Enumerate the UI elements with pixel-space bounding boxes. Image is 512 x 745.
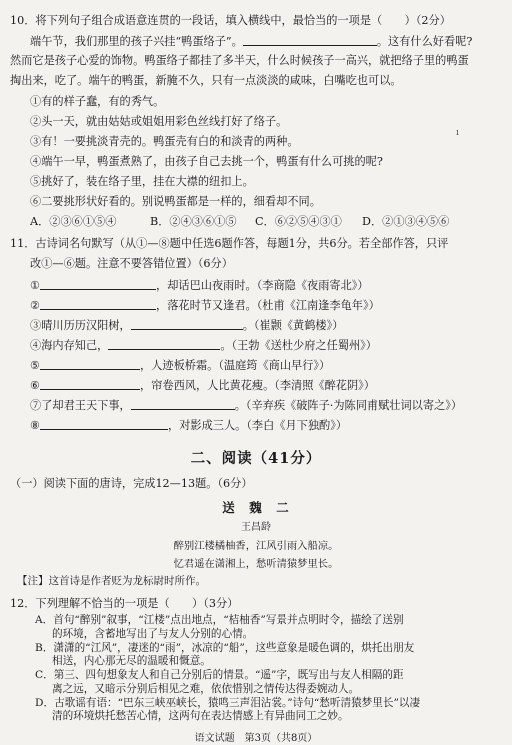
q10-choice-a: A．②③⑥①⑤④ <box>30 215 117 228</box>
poem-author: 王昌龄 <box>241 522 271 533</box>
q10-option-3: ③有！一要挑淡青壳的。鸭蛋壳有白的和淡青的两种。 <box>30 135 299 148</box>
q12-option-c-cont: 离之远，又暗示分别后相见之难，依依惜别之情传达得委婉动人。 <box>52 682 360 695</box>
q11-stem: 11．古诗词名句默写（从①—⑧题中任选6题作答，每题1分，共6分。若全部作答，只评 <box>10 237 449 250</box>
poem-line-1: 醉别江楼橘柚香，江风引雨入船凉。 <box>173 540 339 552</box>
answer-blank[interactable] <box>40 278 156 290</box>
answer-blank[interactable] <box>108 338 220 350</box>
q12-option-a: A．首句“醉别”叙事，“江楼”点出地点，“桔柚香”写景并点明时令，描绘了送别 <box>35 614 404 626</box>
q12-option-a-cont: 的环境，含蓄地写出了与友人分别的心情。 <box>52 627 254 640</box>
q10-choice-d: D．②①③④⑤⑥ <box>362 215 450 228</box>
q10-para-3: 掏出来，吃了。端午的鸭蛋，新腌不久，只有一点淡淡的咸味，白嘴吃也可以。 <box>10 74 402 87</box>
page-footer: 语文试题 第3页（共8页） <box>194 733 318 744</box>
answer-blank[interactable] <box>40 378 140 390</box>
q10-stem: 10．将下列句子组合成语意连贯的一段话，填入横线中，最恰当的一项是（ ）（2分） <box>10 14 451 27</box>
q10-option-4: ④端午一早，鸭蛋煮熟了，由孩子自己去挑一个，鸭蛋有什么可挑的呢? <box>30 155 383 168</box>
q12-option-b-cont: 相送，内心那无尽的温暖和慨意。 <box>52 655 211 668</box>
q10-choice-b: B．②④③⑥①⑤ <box>150 215 237 228</box>
q12-option-b: B．潇潇的“江风”，凄迷的“雨”，冰凉的“船”，这些意象是暖色调的，烘托出朋友 <box>35 641 415 654</box>
q10-para-1: 端午节，我们那里的孩子兴挂“鸭蛋络子”。 。这有什么好看呢? <box>30 35 473 48</box>
margin-mark: ı <box>456 128 459 138</box>
q10-option-1: ①有的样子蠢，有的秀气。 <box>30 95 165 108</box>
q11-line-5: ⑤ ，人迹板桥霜。（温庭筠《商山早行》） <box>30 359 331 372</box>
q10-option-6: ⑥二要挑形状好看的。别说鸭蛋都是一样的，细看却不同。 <box>30 195 321 208</box>
q11-line-1: ① ，却话巴山夜雨时。（李商隐《夜雨寄北》） <box>30 279 369 292</box>
answer-blank[interactable] <box>40 298 156 310</box>
answer-blank[interactable] <box>131 398 235 410</box>
q12-option-d-cont: 清的环境烘托愁苦心情，这两句在表达情感上有异曲同工之妙。 <box>52 710 349 723</box>
q11-line-7: ⑦了却君王天下事， 。（辛弃疾《破阵子·为陈同甫赋壮词以寄之》） <box>30 399 463 412</box>
q11-line-6: ⑥ ，帘卷西风，人比黄花瘦。（李清照《醉花阴》） <box>30 379 375 392</box>
q12-option-d: D．古歌谣有语：“巴东三峡巫峡长，猿鸣三声泪沾裳。”诗句“愁听清猿梦里长”以凄 <box>35 696 421 709</box>
poem-line-2: 忆君遥在潇湘上，愁听清猿梦里长。 <box>173 558 339 570</box>
answer-blank[interactable] <box>243 34 377 46</box>
q12-stem: 12．下列理解不恰当的一项是（ ）（3分） <box>10 597 239 610</box>
poem-note: 【注】这首诗是作者贬为龙标尉时所作。 <box>17 575 206 587</box>
answer-blank[interactable] <box>40 358 140 370</box>
q12-option-c: C．第三、四句想象友人和自己分别后的情景。“遥”字，既写出与友人相隔的距 <box>35 669 404 681</box>
q10-option-2: ②头一天，就由姑姑或姐姐用彩色丝线打好了络子。 <box>30 115 288 128</box>
answer-blank[interactable] <box>131 318 243 330</box>
q10-option-5: ⑤挑好了，装在络子里，挂在大襟的纽扣上。 <box>30 175 254 188</box>
q11-line-8: ⑧ ，对影成三人。（李白《月下独酌》） <box>30 419 348 432</box>
q11-stem-2: 改①—⑥题。注意不要答错位置）（6分） <box>30 257 233 270</box>
q11-line-3: ③晴川历历汉阳树， 。（崔颢《黄鹤楼》） <box>30 319 344 332</box>
q10-para-2: 然而它是孩子心爱的饰物。鸭蛋络子都挂了多半天，什么时候孩子一高兴，就把络子里的鸭蛋 <box>10 54 469 67</box>
q10-choice-c: C．⑥②⑤④③① <box>255 215 342 228</box>
q11-line-4: ④海内存知己， 。（王勃《送杜少府之任蜀州》） <box>30 339 377 352</box>
answer-blank[interactable] <box>40 418 168 430</box>
q11-line-2: ② ，落花时节又逢君。（杜甫《江南逢李龟年》） <box>30 299 380 312</box>
section-heading: 二、阅读（41分） <box>190 450 322 467</box>
reading-sub-heading: （一）阅读下面的唐诗，完成12—13题。（6分） <box>10 477 253 490</box>
poem-title: 送 魏 二 <box>222 500 290 515</box>
